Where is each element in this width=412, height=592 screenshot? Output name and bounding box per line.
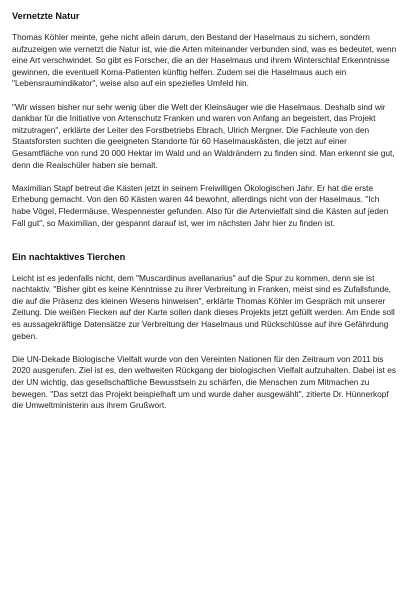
paragraph: Die UN-Dekade Biologische Vielfalt wurde von den Vereinten Nationen für den Zeitraum von 2011 bis 2020 ausgerufen. Ziel ist es, den weltweiten Rückgang der biologischen Vielfalt aufzuhalten. Dabei ist es der UN wichtig, das gesellschaftliche Bewusstsein zu schärfen, die Menschen zum Mitmachen zu bewegen. "Das setzt das Projekt beispielhaft um und wurde daher ausgewählt", zitierte Dr. Hünnerkopf die Umweltministerin aus ihrem Grußwort. xyxy=(12,353,397,411)
paragraph: Maximilian Stapf betreut die Kästen jetzt in seinem Freiwilligen Ökologischen Jahr. Er hat die erste Erhebung gemacht. Von den 60 Kästen waren 44 bewohnt, allerdings nicht von der Haselmaus. "Ich habe Vögel, Fledermäuse, Wespennester gefunden. Also für die Artenvielfalt sind die Kästen auf jeden Fall gut", so Maximilian, der gespannt darauf ist, wer im nächsten Jahr hier zu finden ist. xyxy=(12,182,389,228)
section-nachtaktives-tierchen xyxy=(12,251,398,412)
section-spacer xyxy=(12,241,398,251)
section-heading: Vernetzte Natur xyxy=(12,11,80,21)
paragraph: Leicht ist es jedenfalls nicht, dem "Muscardinus avellanarius" auf die Spur zu kommen, denn sie ist nachtaktiv. "Bisher gibt es keine Kenntnisse zu ihrer Verbreitung in Franken, meist sind es Zufallsfunde, die auf die Präsenz des kleinen Wesens hinweisen", erklärte Thomas Köhler im Gespräch mit unserer Zeitung. Die weißen Flecken auf der Karte sollen dank dieses Projekts jetzt gefüllt werden. Am Ende soll es aussagekräftige Datensätze zur Verbreitung der Haselmaus und Rückschlüsse auf ihre Gefährdung geben. xyxy=(12,272,395,341)
section-vernetzte-natur xyxy=(12,10,398,229)
paragraph: "Wir wissen bisher nur sehr wenig über die Welt der Kleinsäuger wie die Haselmaus. Deshalb sind wir dankbar für die Initiative von Artenschutz Franken und waren von Anfang an begeistert, das Projekt mitzutragen", erklärte der Leiter des Forstbetriebs Ebrach, Ulrich Mergner. Die Fachleute von den Staatsforsten suchten die geeigneten Standorte für 60 Haselmauskästen, die jetzt auf einer Gesamtfläche von rund 20 000 Hektar im Wald und an Waldrändern zu finden sind. Man erkennt sie gut, denn die Realschüler haben sie bemalt. xyxy=(12,101,395,170)
paragraph: Thomas Köhler meinte, gehe nicht allein darum, den Bestand der Haselmaus zu sichern, sondern aufzuzeigen wie vernetzt die Natur ist, wie die Arten miteinander verbunden sind, was es bedeutet, wenn eine Art verschwindet. So gibt es Forscher, die an der Haselmaus und ihrem Winterschlaf Erkenntnisse gewinnen, die eventuell Koma-Patienten künftig helfen. Zudem sei die Haselmaus auch ein "Lebensraumindikator", weise also auf ein spezielles Umfeld hin. xyxy=(12,32,397,89)
section-heading: Ein nachtaktives Tierchen xyxy=(12,251,126,262)
